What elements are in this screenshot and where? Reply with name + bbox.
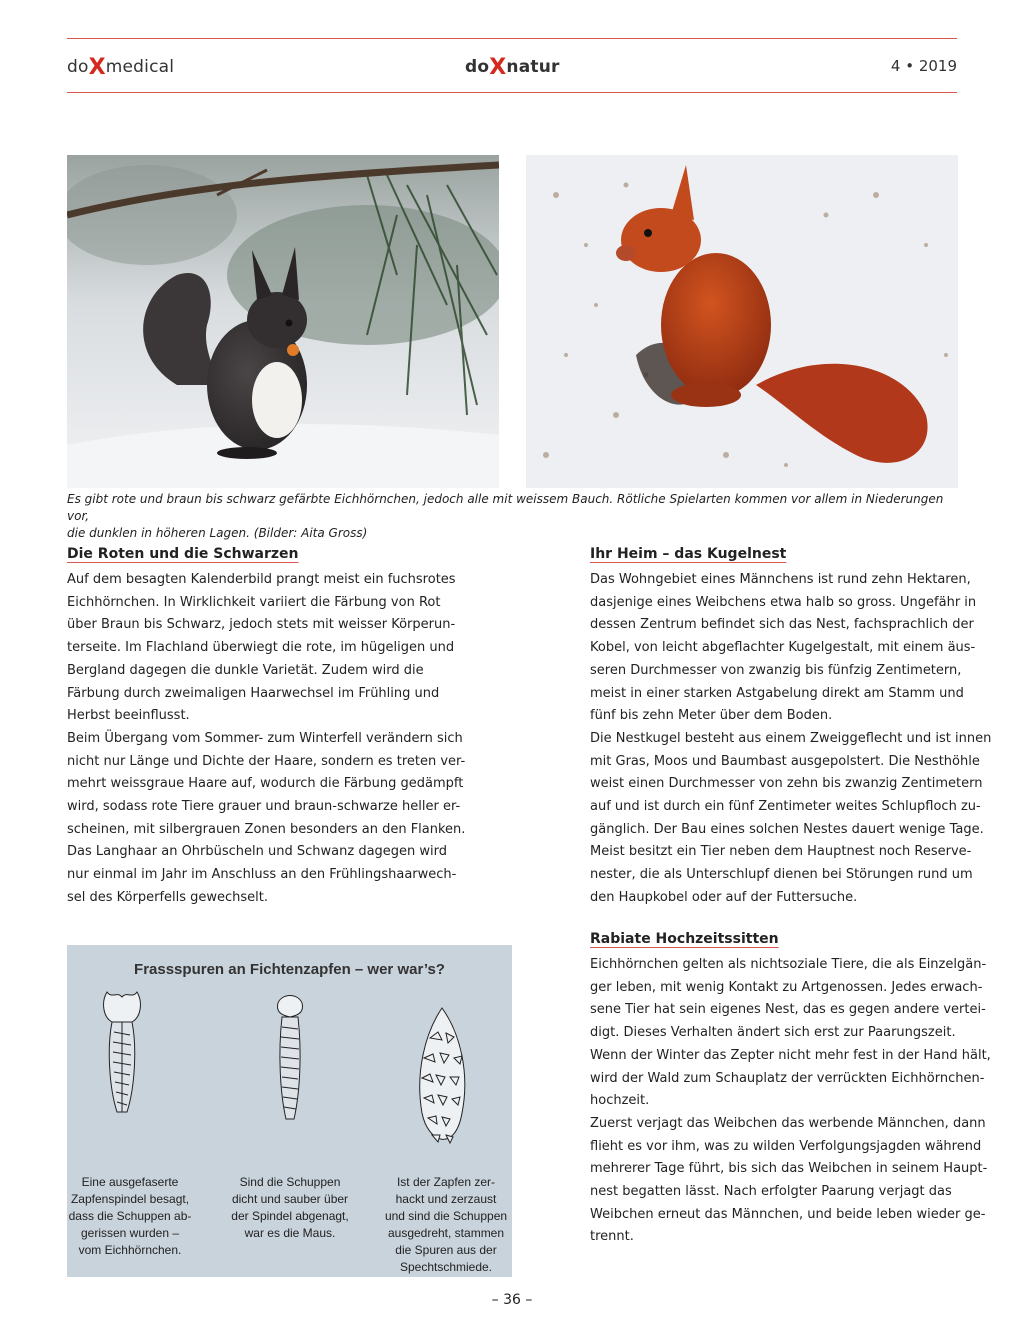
text-line: wird, sodass rote Tiere grauer und braun-schwarze heller er- — [67, 799, 461, 815]
text-line: mit Gras, Moos und Baumbast ausgepolstert. Die Nesthöhle — [590, 753, 980, 769]
pine-cone-infobox — [67, 945, 512, 1277]
caption-line: die Spuren aus der — [395, 1243, 497, 1257]
text-line: nester, die als Unterschlupf dienen bei Störungen rund um — [590, 867, 973, 883]
text-line: sene Tier hat sein eigenes Nest, das es gegen andere vertei- — [590, 1002, 986, 1018]
gnawed-cone-illustration — [270, 993, 310, 1123]
logo-text-pre: do — [465, 57, 490, 77]
text-line: Zuerst verjagt das Weibchen das werbende Männchen, dann — [590, 1115, 986, 1131]
body-text-right — [590, 569, 992, 910]
logo-x-mark: X — [88, 55, 106, 80]
text-line: Weibchen erneut das Männchen, und beide leben wieder ge- — [590, 1206, 986, 1222]
text-line: Die Nestkugel besteht aus einem Zweiggeflecht und ist innen — [590, 730, 992, 746]
logo-text-post: medical — [105, 57, 175, 77]
section-title-left: Die Roten und die Schwarzen — [67, 546, 299, 562]
caption-line: die dunklen in höheren Lagen. (Bilder: Aita Gross) — [67, 526, 368, 540]
text-line: Wenn der Winter das Zepter nicht mehr fest in der Hand hält, — [590, 1047, 991, 1063]
caption-woodpecker — [371, 1174, 521, 1276]
caption-line: dicht und sauber über — [231, 1192, 349, 1206]
issue-number: 4 • 2019 — [890, 57, 957, 75]
caption-line: war es die Maus. — [244, 1226, 336, 1240]
text-line: weist einen Durchmesser von zehn bis zwanzig Zentimetern — [590, 776, 983, 792]
caption-line: gerissen wurden – — [80, 1226, 180, 1240]
logo-text-pre: do — [67, 57, 89, 77]
text-line: scheinen, mit silbergrauen Zonen besonders an den Flanken. — [67, 821, 466, 837]
caption-line: ausgedreht, stammen — [387, 1226, 505, 1240]
text-line: Meist besitzt ein Tier neben dem Hauptnest noch Reserve- — [590, 844, 972, 860]
page-number: – 36 – — [491, 1292, 533, 1308]
body-text-left — [67, 569, 466, 910]
hacked-cone-illustration — [410, 1003, 475, 1158]
photo-red-squirrel — [526, 155, 958, 488]
text-line: nest begatten lässt. Nach erfolgter Paarung verjagt das — [590, 1184, 952, 1200]
text-line: digt. Dieses Verhalten ändert sich erst zur Paarungszeit. — [590, 1025, 956, 1041]
doxmedical-logo[interactable] — [67, 53, 174, 78]
text-line: dasjenige eines Weibchens etwa halb so gross. Ungefähr in — [590, 594, 977, 610]
photo-dark-squirrel — [67, 155, 499, 488]
text-line: Eichhörnchen gelten als nichtsoziale Tiere, die als Einzelgän- — [590, 957, 987, 972]
caption-line: Es gibt rote und braun bis schwarz gefärbte Eichhörnchen, jedoch alle mit weissem Bauch. Rötliche Spielarten kommen vor allem in Niederungen vor, — [67, 492, 944, 523]
caption-line: Spechtschmiede. — [399, 1260, 493, 1274]
caption-line: Ist der Zapfen zer- — [396, 1175, 496, 1189]
section-title-rabiate: Rabiate Hochzeitssitten — [590, 931, 779, 947]
photo-caption — [67, 491, 957, 542]
caption-line: dass die Schuppen ab- — [68, 1209, 192, 1223]
caption-line: Sind die Schuppen — [239, 1175, 341, 1189]
logo-text-post: natur — [506, 57, 560, 77]
text-line: Kobel, von leicht abgeflachter Kugelgestalt, mit einem äus- — [590, 640, 976, 656]
text-line: Das Langhaar an Ohrbüscheln und Schwanz dagegen wird — [67, 844, 448, 860]
doxnatur-logo — [465, 53, 560, 78]
text-line: Färbung durch zweimaligen Haarwechsel im Frühling und — [67, 685, 440, 701]
body-text-rabiate — [590, 954, 991, 1249]
caption-line: und sind die Schuppen — [384, 1209, 508, 1223]
text-line: dessen Zentrum befindet sich das Nest, fachsprachlich der — [590, 617, 974, 633]
text-line: terseite. Im Flachland überwiegt die rote, im hügeligen und — [67, 640, 455, 656]
text-line: wird der Wald zum Schauplatz der verrückten Eichhörnchen- — [590, 1070, 985, 1086]
text-line: nicht nur Länge und Dichte der Haare, sondern es treten ver- — [67, 753, 466, 769]
text-line: sel des Körperfells gewechselt. — [67, 889, 269, 905]
text-line: mehrt weissgraue Haare auf, wodurch die Färbung gedämpft — [67, 776, 464, 792]
infobox-title: Frassspuren an Fichtenzapfen – wer war’s? — [134, 961, 445, 978]
caption-squirrel — [55, 1174, 205, 1259]
text-line: den Haupkobel oder auf der Futtersuche. — [590, 889, 858, 905]
caption-line: der Spindel abgenagt, — [231, 1209, 349, 1223]
text-line: trennt. — [590, 1229, 634, 1245]
header-bottom-rule — [67, 92, 957, 93]
section-title-right: Ihr Heim – das Kugelnest — [590, 546, 787, 562]
text-line: Herbst beeinflusst. — [67, 708, 190, 724]
text-line: seren Durchmesser von zwanzig bis fünfzig Zentimetern, — [590, 662, 962, 678]
text-line: mehrerer Tage führt, bis sich das Weibchen in seinem Haupt- — [590, 1161, 988, 1177]
text-line: Das Wohngebiet eines Männchens ist rund zehn Hektaren, — [590, 572, 971, 587]
caption-line: Eine ausgefaserte — [81, 1175, 179, 1189]
text-line: nur einmal im Jahr im Anschluss an den Frühlingshaarwech- — [67, 867, 457, 883]
text-line: fünf bis zehn Meter über dem Boden. — [590, 708, 833, 724]
caption-mouse — [215, 1174, 365, 1242]
text-line: ger leben, mit wenig Kontakt zu Artgenossen. Jedes erwach- — [590, 979, 983, 995]
logo-x-mark: X — [489, 55, 507, 80]
text-line: Bergland dagegen die dunkle Varietät. Zudem wird die — [67, 662, 424, 678]
text-line: Beim Übergang vom Sommer- zum Winterfell verändern sich — [67, 730, 463, 746]
text-line: über Braun bis Schwarz, jedoch stets mit weisser Körperun- — [67, 617, 456, 633]
frayed-cone-illustration — [97, 987, 147, 1122]
caption-line: hackt und zerzaust — [395, 1192, 497, 1206]
header-top-rule — [67, 38, 957, 39]
text-line: meist in einer starken Astgabelung direkt am Stamm und — [590, 685, 964, 701]
text-line: gänglich. Der Bau eines solchen Nestes dauert wenige Tage. — [590, 821, 984, 837]
text-line: hochzeit. — [590, 1093, 650, 1109]
caption-line: Zapfenspindel besagt, — [70, 1192, 190, 1206]
caption-line: vom Eichhörnchen. — [78, 1243, 182, 1257]
text-line: Eichhörnchen. In Wirklichkeit variiert die Färbung von Rot — [67, 594, 441, 610]
text-line: flieht es vor ihm, was zu wilden Verfolgungsjagden während — [590, 1138, 982, 1154]
text-line: Auf dem besagten Kalenderbild prangt meist ein fuchsrotes — [67, 572, 456, 587]
text-line: auf und ist durch ein fünf Zentimeter weites Schlupfloch zu- — [590, 799, 981, 815]
